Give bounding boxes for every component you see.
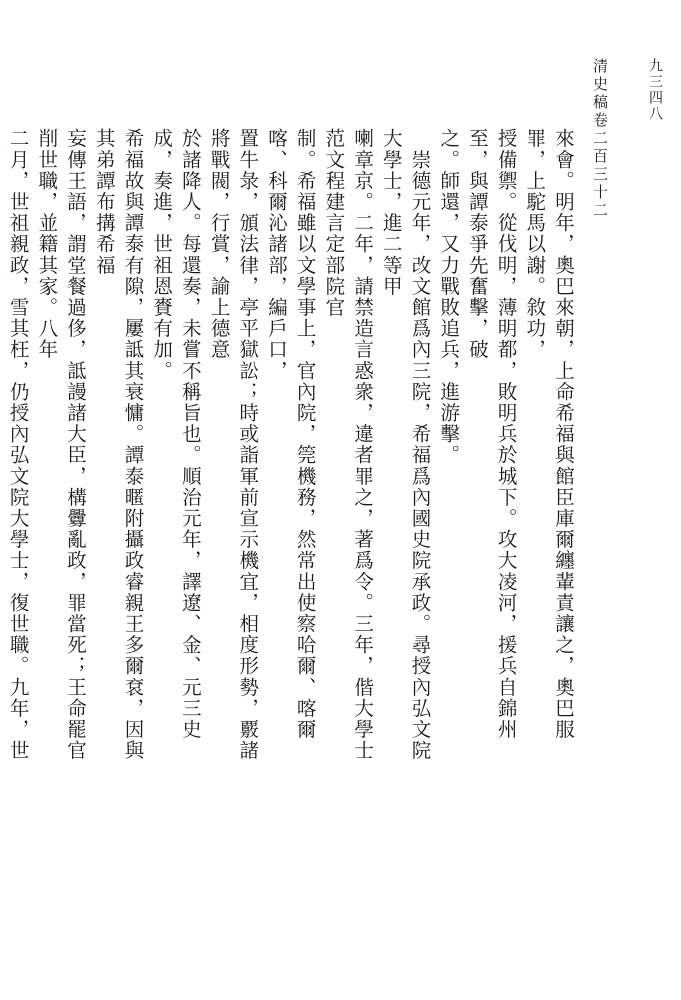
text-column: 來會。明年，奧巴來朝，上命希福與館臣庫爾纏輩責讓之，奧巴服罪，上駝馬以謝。敘功， xyxy=(523,128,575,740)
text-column: 之。師還，又力戰敗追兵，進游擊。 xyxy=(437,128,461,466)
page-number: 九三四八 xyxy=(647,58,663,122)
running-head-title: 清史稿卷二百三十二 xyxy=(591,58,609,220)
text-column: 崇德元年，改文館爲內三院，希福爲內國史院承政。尋授內弘文院大學士，進二等甲 xyxy=(379,128,432,761)
text-column: 於諸降人。每還奏，未嘗不稱旨也。順治元年，譯遼、金、元三史成，奏進，世祖恩賚有加。 xyxy=(150,128,202,740)
text-column: 制。希福雖以文學事上，官內院，筦機務，然常出使察哈爾、喀爾喀、科爾沁諸部，編戶口， xyxy=(264,128,317,740)
text-column: 喇章京。二年，請禁造言惑衆，違者罪之，著爲令。三年，偕大學士范文程建言定部院官 xyxy=(322,128,375,761)
text-column: 二月，世祖親政，雪其枉，仍授內弘文院大學士，復世職。九年，世 xyxy=(6,128,30,761)
text-column: 希福故與譚泰有隙，屢詆其衰慵。譚泰暱附攝政睿親王多爾袞，因與其弟譚布搆希福 xyxy=(92,128,145,761)
body-text xyxy=(6,128,577,768)
text-column: 妄傳王語，謂堂餐過侈，詆謾諸大臣，構釁亂政，罪當死；王命罷官削世職，並籍其家。八年 xyxy=(35,128,88,761)
text-column: 授備禦。從伐明，薄明都，敗明兵於城下。攻大凌河，援兵自錦州至，與譚泰爭先奮擊，破 xyxy=(465,128,518,740)
text-column: 置牛彔，頒法律，亭平獄訟；時或詣軍前宣示機宜，相度形勢，覈諸將戰閥，行賞，諭上德意 xyxy=(207,128,260,761)
